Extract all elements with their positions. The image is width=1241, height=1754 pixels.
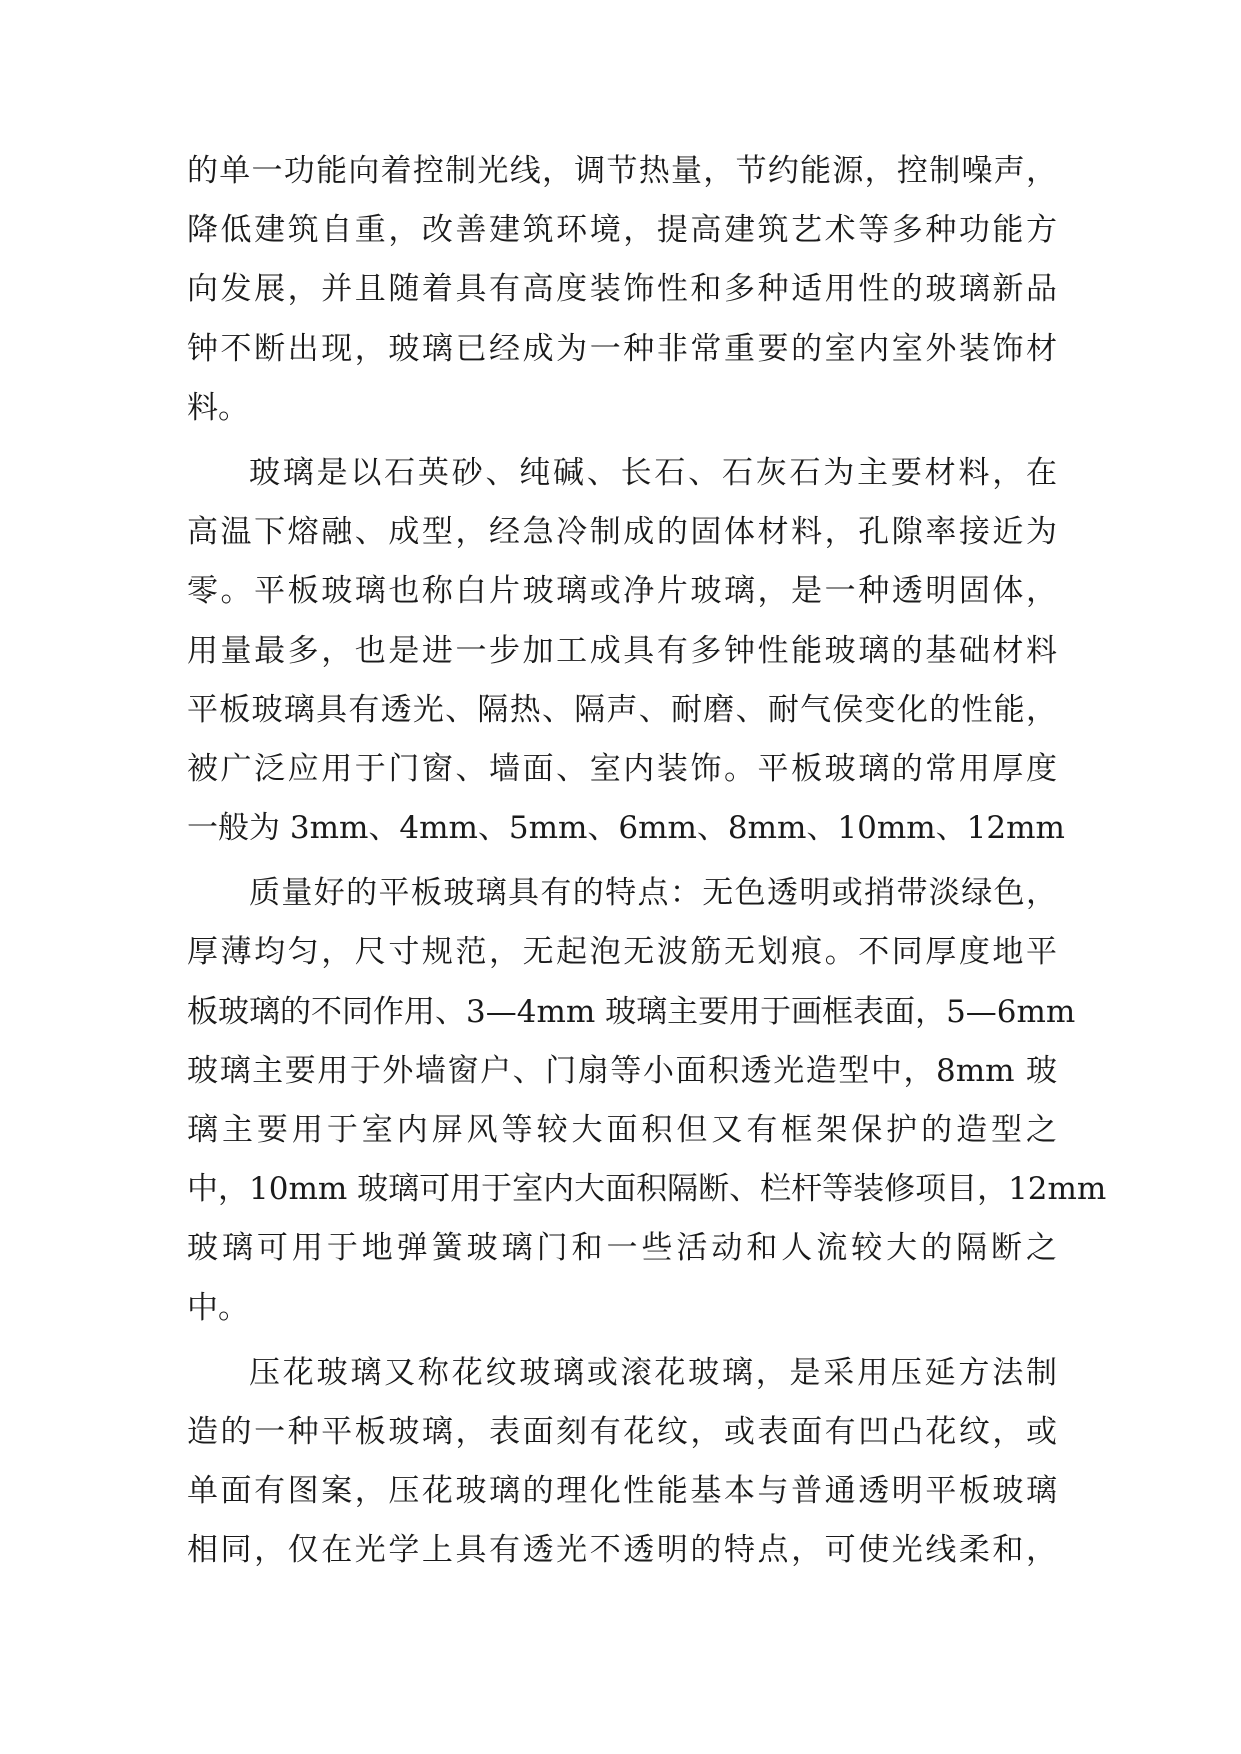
text-line: 中。: [187, 1289, 249, 1326]
text-line: 钟不断出现，玻璃已经成为一种非常重要的室内室外装饰材: [187, 330, 1057, 367]
text-line: 板玻璃的不同作用、3—4mm 玻璃主要用于画框表面，5—6mm: [187, 993, 1076, 1030]
paragraph: [187, 1344, 1057, 1581]
text-line: 平板玻璃具有透光、隔热、隔声、耐磨、耐气侯变化的性能，: [187, 691, 1057, 728]
text-line: 用量最多，也是进一步加工成具有多钟性能玻璃的基础材料: [187, 632, 1057, 669]
text-line: 零。平板玻璃也称白片玻璃或净片玻璃，是一种透明固体，: [187, 573, 1057, 610]
text-line: 璃主要用于室内屏风等较大面积但又有框架保护的造型之: [187, 1112, 1057, 1148]
text-line: 玻璃可用于地弹簧玻璃门和一些活动和人流较大的隔断之: [187, 1230, 1057, 1267]
text-line: 降低建筑自重，改善建筑环境，提高建筑艺术等多种功能方: [187, 212, 1057, 249]
text-line: 料。: [187, 389, 249, 426]
text-line: 向发展，并且随着具有高度装饰性和多种适用性的玻璃新品: [187, 271, 1057, 308]
text-line: 造的一种平板玻璃，表面刻有花纹，或表面有凹凸花纹，或: [187, 1413, 1057, 1450]
text-line: 玻璃是以石英砂、纯碱、长石、石灰石为主要材料，在: [249, 454, 1057, 491]
text-line: 中，10mm 玻璃可用于室内大面积隔断、栏杆等装修项目，12mm: [187, 1171, 1107, 1208]
paragraph: [187, 444, 1065, 858]
paragraph: [187, 142, 1057, 438]
text-line: 的单一功能向着控制光线，调节热量，节约能源，控制噪声，: [187, 153, 1057, 189]
paragraph: [187, 864, 1107, 1338]
document-body: [187, 142, 1107, 1581]
text-line: 一般为 3mm、4mm、5mm、6mm、8mm、10mm、12mm: [187, 810, 1065, 847]
text-line: 被广泛应用于门窗、墙面、室内装饰。平板玻璃的常用厚度: [187, 750, 1057, 787]
text-line: 相同，仅在光学上具有透光不透明的特点，可使光线柔和，: [187, 1532, 1057, 1569]
text-line: 质量好的平板玻璃具有的特点：无色透明或捎带淡绿色，: [249, 875, 1057, 912]
text-line: 高温下熔融、成型，经急冷制成的固体材料，孔隙率接近为: [187, 514, 1057, 551]
text-line: 压花玻璃又称花纹玻璃或滚花玻璃，是采用压延方法制: [249, 1354, 1057, 1391]
text-line: 厚薄均匀，尺寸规范，无起泡无波筋无划痕。不同厚度地平: [187, 934, 1057, 971]
text-line: 单面有图案，压花玻璃的理化性能基本与普通透明平板玻璃: [187, 1473, 1057, 1510]
text-line: 玻璃主要用于外墙窗户、门扇等小面积透光造型中，8mm 玻: [187, 1052, 1057, 1089]
